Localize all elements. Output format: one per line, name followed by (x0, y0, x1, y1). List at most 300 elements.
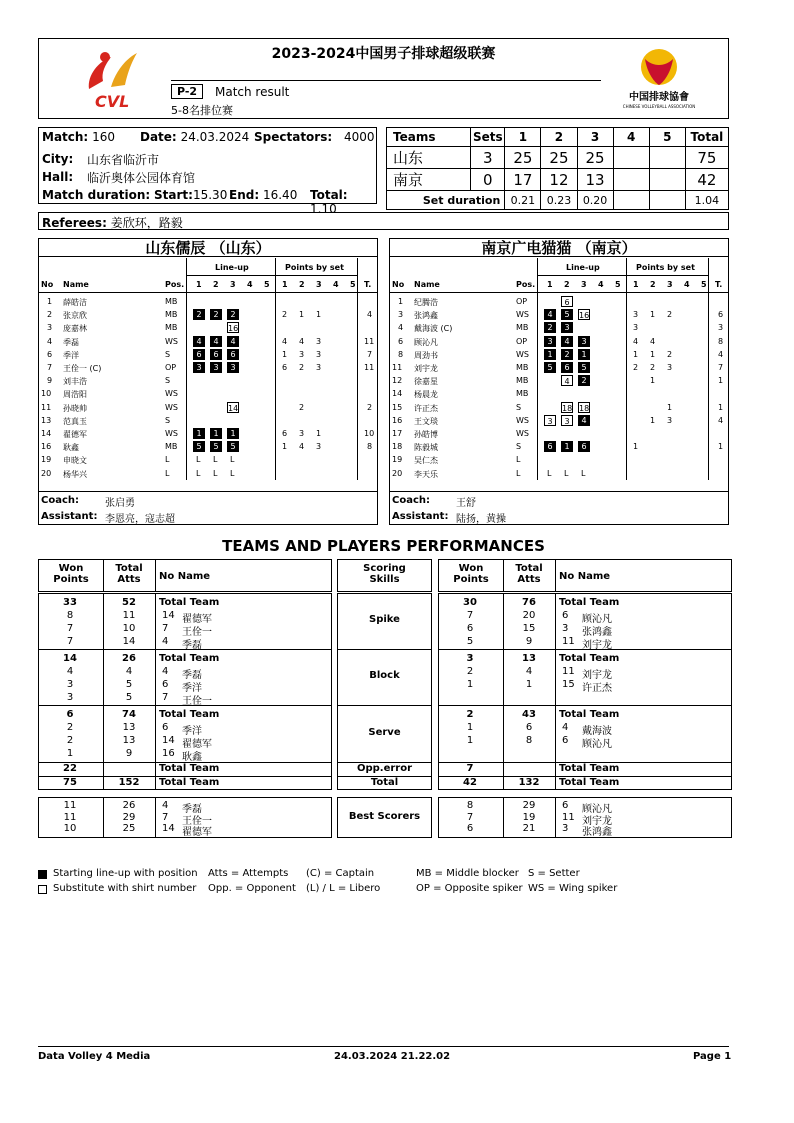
empty-square-icon (38, 885, 47, 894)
substitute-badge: 16 (579, 311, 590, 321)
substitute-badge: 16 (228, 324, 239, 334)
total-atts: 15 (522, 623, 536, 634)
legend-item: Substitute with shirt number (53, 883, 197, 894)
team-total-label: Total Team (159, 763, 220, 774)
column-divider (103, 797, 104, 838)
player-number: 9 (47, 376, 53, 386)
total-time: 1.10 (310, 202, 337, 216)
substitute-badge: 4 (561, 375, 573, 386)
opp-error-points: 7 (466, 763, 474, 774)
substitute-badge: 18 (562, 403, 573, 413)
start-time: 15.30 (192, 188, 228, 202)
player-position: WS (165, 402, 178, 412)
starting-position-badge: 2 (561, 349, 573, 360)
player-number: 6 (562, 735, 569, 746)
total-points: 6 (718, 310, 724, 320)
total-points: 4 (718, 349, 724, 359)
player-number: 3 (562, 823, 569, 834)
no-name-header: No Name (159, 571, 211, 582)
match-date: 24.03.2024 (180, 130, 250, 144)
player-number: 11 (562, 811, 575, 823)
score-header: Total (685, 128, 728, 147)
player-name: 翟德军 (182, 827, 212, 838)
libero-marker: L (230, 468, 235, 478)
player-name: 顾沁凡 (582, 739, 612, 750)
won-points: 7 (66, 623, 74, 634)
set-header: 2 (650, 280, 656, 289)
player-position: L (516, 468, 521, 478)
won-points: 5 (466, 636, 474, 647)
won-points: 8 (66, 610, 74, 621)
page-title: 2023-2024中国男子排球超级联赛 (271, 46, 496, 62)
scoring-skills-header: Scoring Skills (363, 563, 406, 585)
column-divider (103, 559, 104, 592)
cvl-logo-text: CVL (95, 92, 130, 111)
player-position: WS (516, 415, 529, 425)
player-number: 12 (392, 376, 403, 386)
total-points: 8 (718, 336, 724, 346)
starting-position-badge: 6 (544, 441, 556, 452)
player-position: OP (516, 297, 528, 306)
player-number: 18 (392, 442, 403, 452)
total-atts: 11 (122, 610, 136, 621)
set-score: 17 (505, 169, 541, 191)
starting-position-badge: 1 (227, 428, 239, 439)
starting-position-badge: 2 (227, 309, 239, 320)
starting-position-badge: 4 (193, 336, 205, 347)
cfv-logo-subtext: CHINESE VOLLEYBALL ASSOCIATION (622, 104, 696, 109)
player-number: 4 (47, 336, 53, 346)
set-score (613, 169, 649, 191)
row-divider (438, 705, 732, 706)
player-name: 纪腾浩 (414, 298, 438, 307)
set-header: 3 (667, 280, 673, 289)
player-name: 戴海波 (C) (414, 324, 453, 334)
player-number: 14 (41, 429, 52, 438)
total-atts: 6 (525, 722, 533, 733)
total-atts: 9 (525, 636, 533, 647)
coach-divider (390, 491, 728, 492)
set-score: 13 (577, 169, 613, 191)
player-name: 刘宇龙 (414, 364, 438, 373)
set-header: 1 (547, 280, 553, 289)
won-points: 7 (66, 636, 74, 647)
legend-item: Atts = Attempts (208, 868, 289, 879)
player-number: 16 (162, 748, 175, 759)
player-number: 14 (162, 735, 175, 746)
score-header: Sets (471, 128, 505, 147)
player-number: 6 (162, 679, 169, 690)
team-name: 南京 (387, 169, 471, 191)
total-atts: 5 (125, 679, 133, 690)
no-header: No (392, 280, 405, 289)
starting-position-badge: 4 (578, 415, 590, 426)
no-header: No (41, 280, 54, 289)
player-position: MB (516, 363, 529, 372)
player-position: L (165, 455, 170, 465)
starting-position-badge: 1 (561, 441, 573, 452)
player-number: 10 (41, 389, 52, 399)
starting-position-badge: 1 (544, 349, 556, 360)
starting-position-badge: 1 (193, 428, 205, 439)
player-name: 季磊 (182, 640, 202, 651)
player-name: 戴海波 (582, 726, 612, 737)
player-row (39, 387, 377, 400)
duration-label: Match duration: (42, 188, 151, 202)
header-divider (537, 275, 708, 276)
set-points: 3 (633, 323, 639, 333)
set-score: 25 (577, 147, 613, 169)
won-points: 3 (66, 679, 74, 690)
total-points: 7 (718, 363, 724, 372)
player-row (390, 387, 728, 400)
set-header: 3 (316, 280, 322, 289)
player-number: 4 (162, 636, 169, 647)
player-name: 薛皓洁 (63, 298, 87, 307)
player-row (39, 308, 377, 321)
starting-position-badge: 5 (193, 441, 205, 452)
player-name: 许正杰 (414, 403, 438, 413)
set-points: 2 (667, 349, 673, 359)
set-points: 1 (299, 310, 305, 320)
player-name: 季洋 (63, 350, 79, 360)
total-atts: 74 (122, 709, 136, 720)
player-name: 张鸿鑫 (582, 627, 612, 638)
set-score: 25 (505, 147, 541, 169)
set-duration (649, 191, 685, 210)
substitute-badge: 6 (561, 296, 573, 307)
set-points: 2 (299, 402, 305, 412)
player-name: 顾沁凡 (582, 804, 612, 815)
set-points: 1 (282, 442, 288, 452)
row-divider (337, 705, 432, 706)
player-position: OP (165, 363, 177, 372)
sets-won: 3 (471, 147, 505, 169)
set-header: 5 (701, 280, 707, 289)
total-atts: 8 (525, 735, 533, 746)
score-header: 2 (541, 128, 577, 147)
set-score (649, 169, 685, 191)
player-position: L (165, 468, 170, 478)
won-points: 6 (66, 709, 74, 720)
column-divider (555, 559, 556, 592)
libero-marker: L (581, 468, 586, 478)
total-score: 75 (685, 147, 728, 169)
footer-page: Page 1 (693, 1051, 732, 1062)
total-atts: 20 (522, 610, 536, 621)
set-points: 1 (650, 415, 656, 425)
total-points: 42 (463, 777, 477, 788)
row-divider (337, 649, 432, 650)
score-header: Teams (387, 128, 471, 147)
won-points: 1 (66, 748, 74, 759)
player-row (39, 427, 377, 440)
total-atts: 5 (125, 692, 133, 703)
player-name: 刘宇龙 (582, 640, 612, 651)
libero-marker: L (213, 455, 218, 465)
skill-name: Serve (368, 726, 401, 738)
total-points: 7 (367, 349, 373, 359)
column-divider (155, 797, 156, 838)
won-points: 3 (466, 653, 474, 664)
substitute-badge: 14 (228, 403, 239, 413)
player-name: 季磊 (63, 337, 79, 347)
player-name: 王佺一 (182, 815, 212, 827)
player-name: 范真玉 (63, 416, 87, 426)
player-row (39, 335, 377, 348)
starting-position-badge: 5 (561, 309, 573, 320)
total-atts: 10 (122, 623, 136, 634)
player-position: WS (165, 429, 178, 438)
player-name: 王佺一 (C) (63, 364, 102, 373)
won-points: 14 (63, 653, 77, 664)
player-number: 1 (47, 297, 53, 306)
skill-name: Spike (369, 614, 400, 625)
total-atts: 4 (125, 666, 133, 677)
set-duration-row (387, 191, 729, 210)
player-number: 6 (162, 722, 169, 733)
starting-position-badge: 3 (210, 362, 222, 373)
set-header: 5 (615, 280, 621, 289)
total-atts: 25 (122, 823, 136, 834)
set-points: 1 (316, 310, 322, 320)
player-row (39, 374, 377, 387)
set-points: 1 (282, 349, 288, 359)
report-code: P-2 (171, 84, 203, 99)
row-divider (38, 705, 332, 706)
player-name: 庞嘉林 (63, 324, 87, 334)
set-header: 4 (247, 280, 253, 289)
starting-position-badge: 6 (193, 349, 205, 360)
substitute-badge: 3 (544, 415, 556, 426)
score-header: 1 (505, 128, 541, 147)
referees-label: Referees: (42, 216, 107, 230)
player-number: 4 (562, 722, 569, 733)
total-atts: 29 (122, 811, 136, 823)
won-points: 2 (466, 666, 474, 677)
total-score: 42 (685, 169, 728, 191)
set-points: 3 (633, 310, 639, 320)
team-total-label: Total Team (159, 709, 220, 720)
set-points: 1 (667, 402, 673, 412)
team-total-label: Total Team (159, 777, 220, 788)
set-points: 1 (650, 349, 656, 359)
starting-position-badge: 5 (227, 441, 239, 452)
column-divider (503, 797, 504, 838)
player-number: 7 (162, 811, 169, 823)
libero-marker: L (196, 468, 201, 478)
title-underline (171, 80, 601, 81)
referees-names: 姜欣环，路毅 (110, 216, 183, 230)
player-number: 15 (392, 402, 403, 412)
player-number: 4 (398, 323, 404, 333)
total-points: 10 (364, 429, 375, 438)
substitute-badge: 3 (561, 415, 573, 426)
total-atts: 26 (122, 800, 136, 811)
set-duration: 0.21 (505, 191, 541, 210)
total-points: 1 (718, 442, 724, 452)
total-atts: 1 (525, 679, 533, 690)
set-duration (613, 191, 649, 210)
set-points: 3 (299, 349, 305, 359)
player-number: 3 (47, 323, 53, 333)
set-header: 1 (282, 280, 288, 289)
total-points: 4 (718, 415, 724, 425)
starting-position-badge: 2 (193, 309, 205, 320)
won-points: 7 (466, 610, 474, 621)
column-divider (555, 797, 556, 838)
player-row (390, 467, 728, 480)
legend-item: (C) = Captain (306, 868, 375, 879)
set-points: 1 (633, 442, 639, 452)
player-name: 孙皓博 (414, 430, 438, 439)
starting-position-badge: 6 (210, 349, 222, 360)
set-score (613, 147, 649, 169)
city-label: City: (42, 152, 74, 166)
set-points: 6 (282, 429, 288, 438)
player-name: 刘宇龙 (582, 815, 612, 827)
points-header: Points by set (636, 263, 695, 272)
player-name: 许正杰 (582, 683, 612, 694)
name-header: Name (63, 280, 89, 289)
set-points: 3 (667, 363, 673, 372)
total-header: T. (715, 280, 723, 289)
player-position: L (516, 455, 521, 465)
starting-position-badge: 2 (544, 322, 556, 333)
won-points: 1 (466, 722, 474, 733)
set-header: 1 (633, 280, 639, 289)
set-header: 2 (213, 280, 219, 289)
player-name: 季磊 (182, 804, 202, 815)
set-header: 5 (350, 280, 356, 289)
player-number: 4 (162, 666, 169, 677)
player-row (390, 453, 728, 466)
starting-position-badge: 4 (227, 336, 239, 347)
player-row (390, 295, 728, 308)
starting-position-badge: 2 (210, 309, 222, 320)
total-atts-header: Total Atts (515, 563, 543, 585)
pos-header: Pos. (516, 280, 536, 289)
points-header: Points by set (285, 263, 344, 272)
starting-position-badge: 1 (578, 349, 590, 360)
total-points: 8 (367, 442, 373, 452)
header-divider (186, 275, 357, 276)
won-points: 7 (466, 811, 474, 823)
total-duration: 1.04 (685, 191, 728, 210)
legend-item: WS = Wing spiker (528, 883, 618, 894)
team-title: 山东儒辰 （山东） (39, 239, 377, 257)
legend-item: OP = Opposite spiker (416, 883, 523, 894)
coach-name: 王舒 (456, 498, 476, 509)
won-points: 2 (466, 709, 474, 720)
set-points: 1 (650, 310, 656, 320)
total-atts: 13 (122, 722, 136, 733)
player-position: S (165, 349, 171, 359)
player-row (39, 414, 377, 427)
libero-marker: L (547, 468, 552, 478)
player-name: 季洋 (182, 683, 202, 694)
score-header-row (387, 128, 729, 147)
row-divider (38, 649, 332, 650)
set-points: 2 (282, 310, 288, 320)
starting-position-badge: 6 (578, 441, 590, 452)
player-row (39, 440, 377, 453)
player-row (390, 440, 728, 453)
team-total-label: Total Team (159, 597, 220, 608)
starting-position-badge: 6 (561, 362, 573, 373)
player-position: MB (165, 310, 178, 320)
won-points: 8 (466, 800, 474, 811)
starting-position-badge: 3 (193, 362, 205, 373)
player-number: 19 (41, 455, 52, 465)
column-divider (155, 593, 156, 790)
set-points: 3 (316, 349, 322, 359)
total-points: 11 (364, 363, 375, 372)
lineup-header: Line-up (215, 263, 249, 272)
player-position: WS (516, 349, 529, 359)
set-duration: 0.23 (541, 191, 577, 210)
set-points: 2 (650, 363, 656, 372)
player-row (39, 321, 377, 334)
referees-row (38, 212, 729, 230)
libero-marker: L (213, 468, 218, 478)
lineup-column-headers (39, 278, 377, 291)
date-label: Date: (140, 130, 177, 144)
score-table (386, 127, 729, 207)
set-points: 1 (650, 376, 656, 386)
player-number: 1 (398, 297, 404, 306)
player-row (390, 308, 728, 321)
score-header: 5 (649, 128, 685, 147)
assistant-label: Assistant: (392, 511, 449, 522)
player-number: 2 (47, 310, 53, 320)
player-name: 李天乐 (414, 469, 438, 479)
player-name: 刘丰浩 (63, 377, 87, 387)
legend-item: Starting line-up with position (53, 868, 198, 879)
player-row (390, 427, 728, 440)
player-position: WS (165, 389, 178, 399)
assistant-names: 李恩亮，寇志超 (105, 514, 175, 525)
player-row (390, 361, 728, 374)
set-points: 6 (282, 363, 288, 372)
player-number: 16 (41, 442, 52, 452)
skill-name: Total (370, 777, 399, 788)
player-name: 张京欣 (63, 311, 87, 321)
set-header: 3 (230, 280, 236, 289)
set-header: 4 (684, 280, 690, 289)
column-divider (555, 593, 556, 790)
total-atts-header: Total Atts (115, 563, 143, 585)
player-position: MB (165, 323, 178, 333)
set-duration: 0.20 (577, 191, 613, 210)
player-row (390, 401, 728, 414)
total-points: 1 (718, 402, 724, 412)
skill-name: Opp.error (356, 763, 413, 774)
player-name: 王佺一 (182, 696, 212, 707)
player-number: 6 (398, 336, 404, 346)
starting-position-badge: 3 (227, 362, 239, 373)
set-header: 5 (264, 280, 270, 289)
player-number: 17 (392, 429, 403, 438)
player-row (390, 414, 728, 427)
lineup-header: Line-up (566, 263, 600, 272)
player-name: 王文琰 (414, 416, 438, 426)
player-position: MB (516, 323, 529, 333)
report-header (38, 38, 729, 119)
player-number: 6 (47, 349, 53, 359)
player-name: 周劲书 (414, 350, 438, 360)
total-atts: 76 (522, 597, 536, 608)
